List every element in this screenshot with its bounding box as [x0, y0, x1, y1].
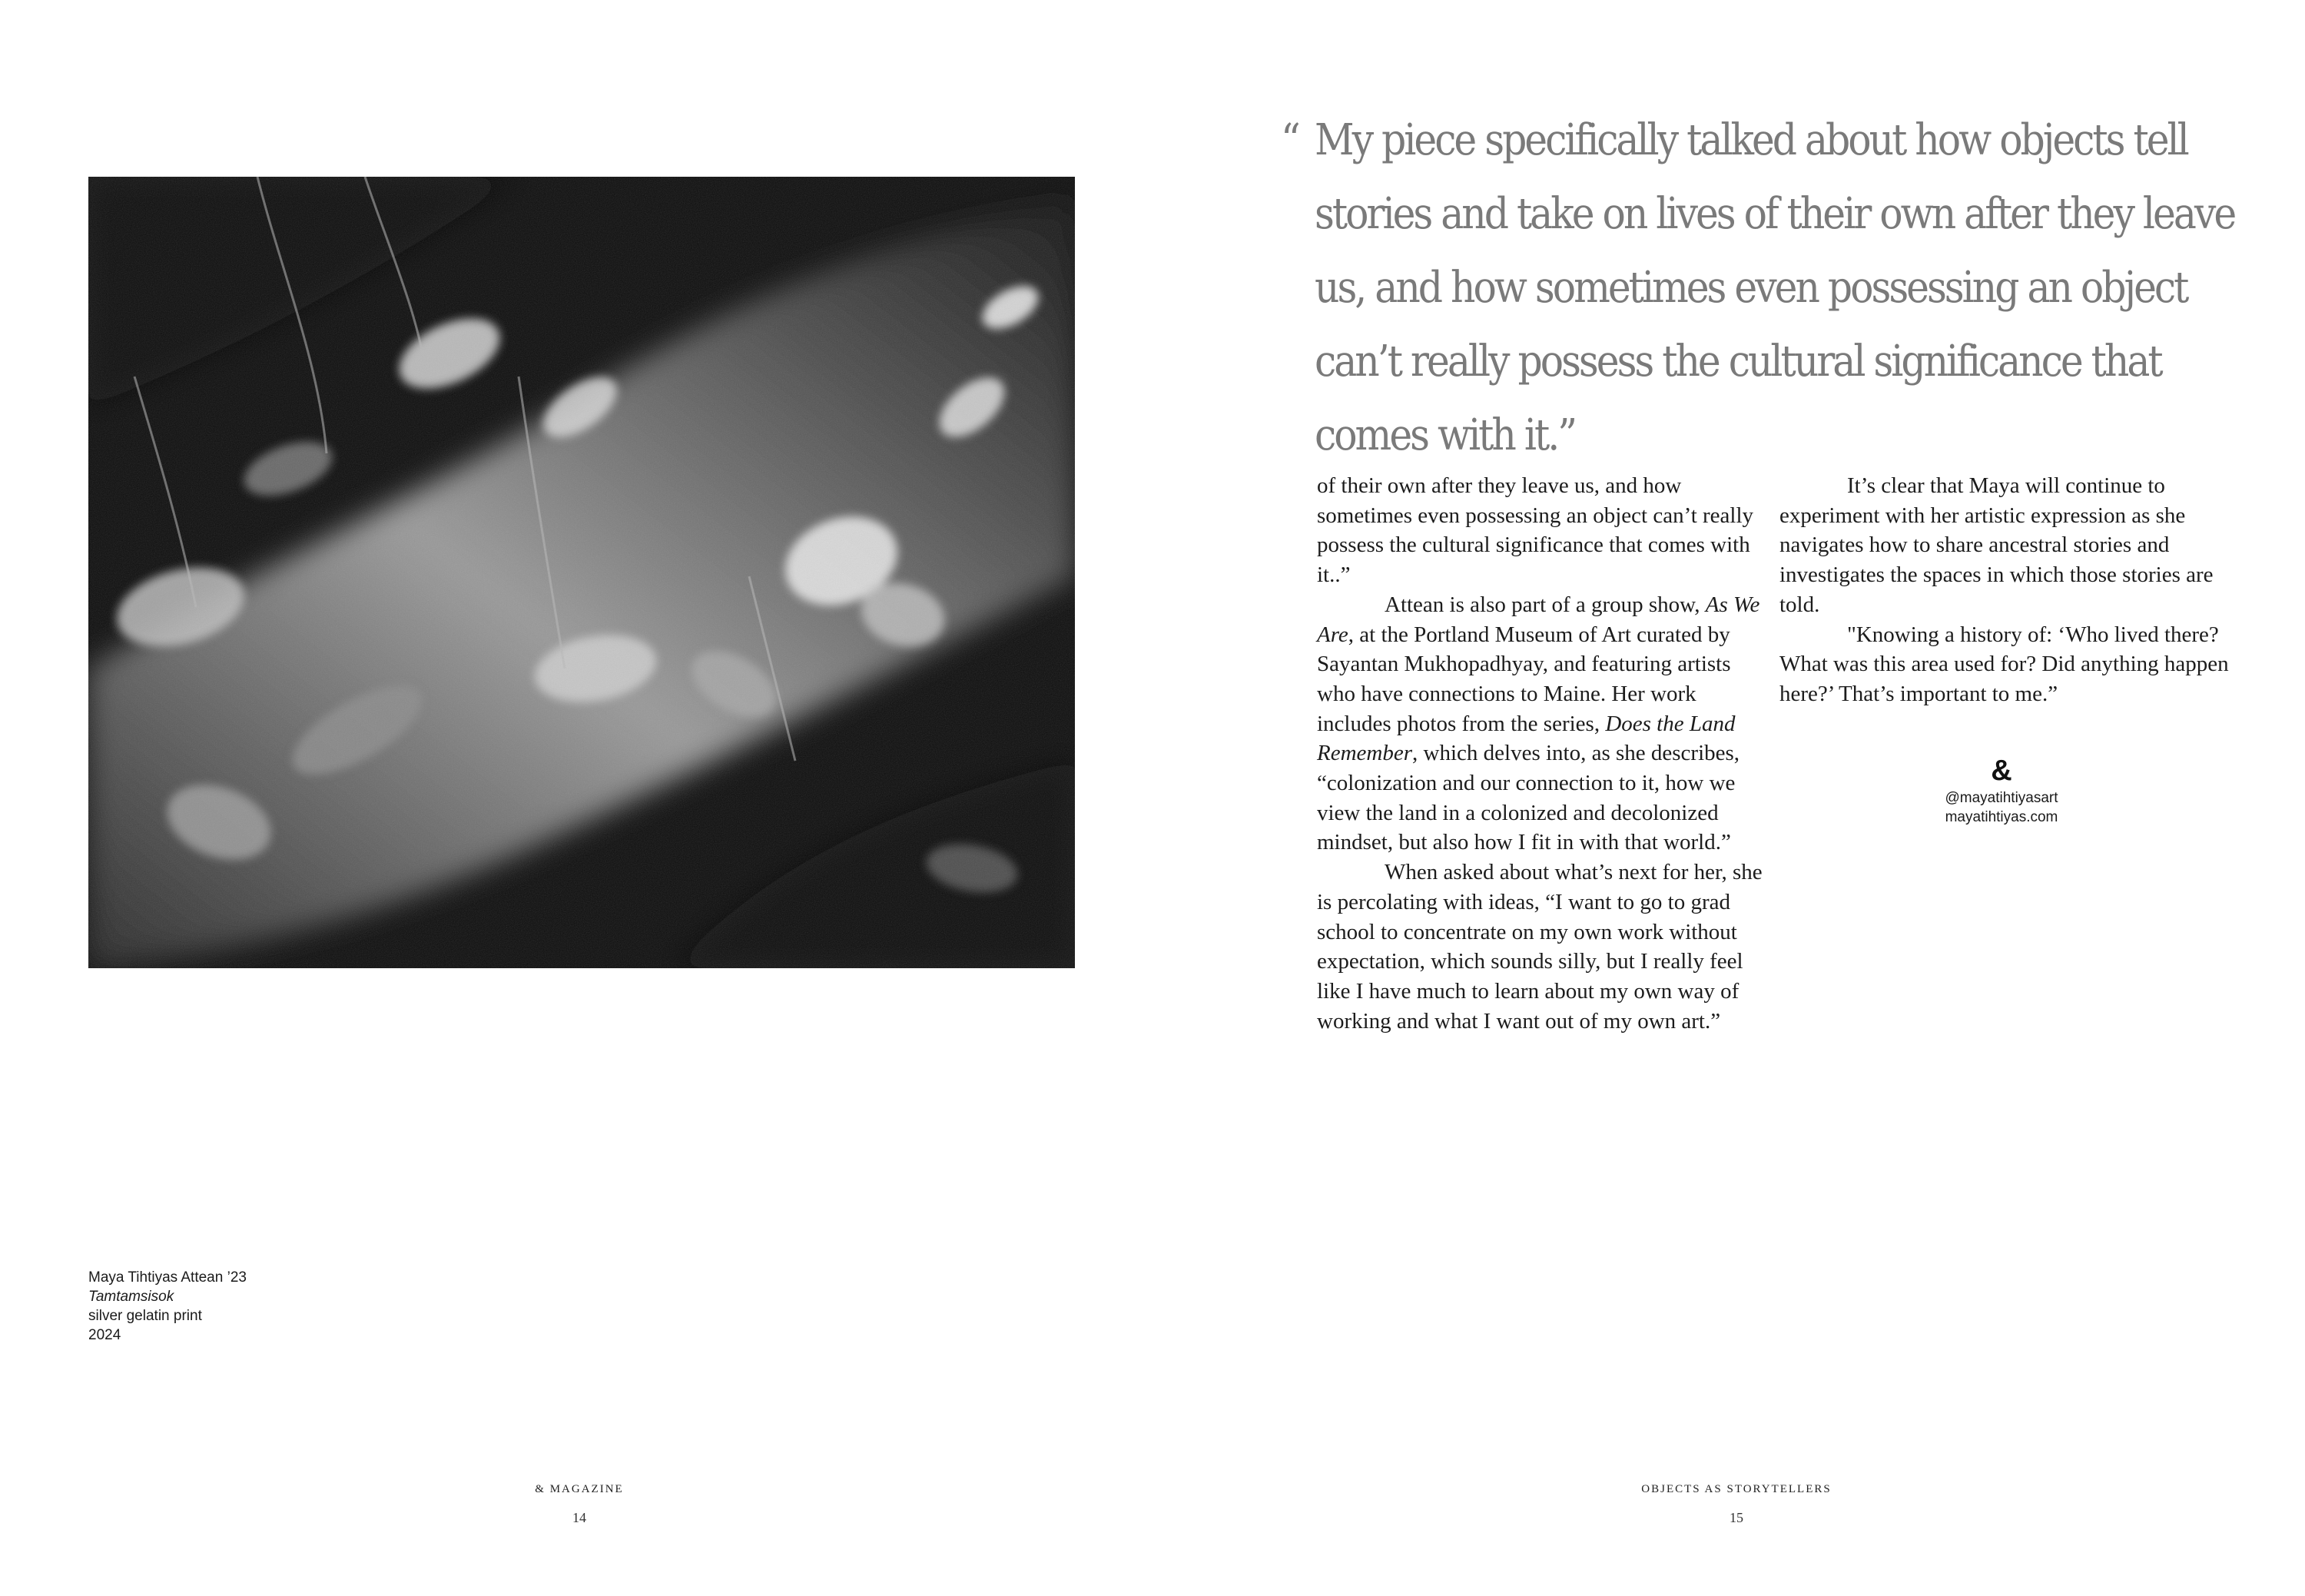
show-title: As We Are: [1317, 592, 1760, 647]
right-footer-label: OBJECTS AS STORYTELLERS: [1641, 1483, 1832, 1495]
text-run: , at the Portland Museum of Art curated by Sayantan Mukhopadhyay, and featuring artists who have connections to Maine. Her work includes photos from the series,: [1317, 622, 1731, 736]
body-column-right: [1779, 471, 2233, 709]
pull-quote-text: My piece specifically talked about how objects tell stories and take on lives of their own after they leave us, and how sometimes even possessing an object can’t really possess the cultural significance that comes with it.”: [1315, 115, 2235, 460]
instagram-handle[interactable]: @mayatihtiyasart: [1945, 790, 2058, 806]
text-run: Attean is also part of a group show,: [1385, 592, 1706, 617]
signoff: [1882, 753, 2121, 827]
paragraph: "Knowing a history of: ‘Who lived there? What was this area used for? Did anything happen here?’ That’s important to me.”: [1779, 622, 2229, 706]
left-footer-label: & MAGAZINE: [535, 1483, 624, 1495]
text-run: , which delves into, as she describes, “colonization and our connection to it, how we view the land in a colonized and decolonized mindset, but also how I fit in with that world.”: [1317, 741, 1740, 855]
series-title: Does the Land Remember: [1317, 711, 1736, 766]
foliage-image: [88, 177, 1075, 968]
artwork-photograph: [88, 177, 1075, 968]
ampersand-mark: &: [1991, 755, 2012, 787]
caption-artist: Maya Tihtiyas Attean ’23: [88, 1269, 247, 1286]
paragraph: When asked about what’s next for her, she is percolating with ideas, “I want to go to grad school to concentrate on my own work without expectation, which sounds silly, but I really feel like I have much to learn about my own way of working and what I want out of my own art.”: [1317, 860, 1763, 1034]
paragraph: of their own after they leave us, and how sometimes even possessing an object can’t really possess the cultural significance that comes with it..”: [1317, 473, 1754, 588]
body-column-left: [1317, 471, 1763, 1036]
caption-year: 2024: [88, 1327, 121, 1343]
caption-medium: silver gelatin print: [88, 1308, 202, 1324]
pull-quote-open-mark: “: [1281, 115, 1298, 165]
artwork-caption: [88, 1268, 473, 1345]
website-link[interactable]: mayatihtiyas.com: [1945, 809, 2058, 825]
paragraph: [1317, 590, 1763, 858]
paragraph: It’s clear that Maya will continue to experiment with her artistic expression as she navigates how to share ancestral stories and investigates the spaces in which those stories are told.: [1779, 473, 2214, 617]
left-page-number: 14: [572, 1510, 586, 1525]
pull-quote: [1281, 104, 2238, 473]
right-page-number: 15: [1730, 1510, 1743, 1525]
caption-title: Tamtamsisok: [88, 1289, 174, 1305]
